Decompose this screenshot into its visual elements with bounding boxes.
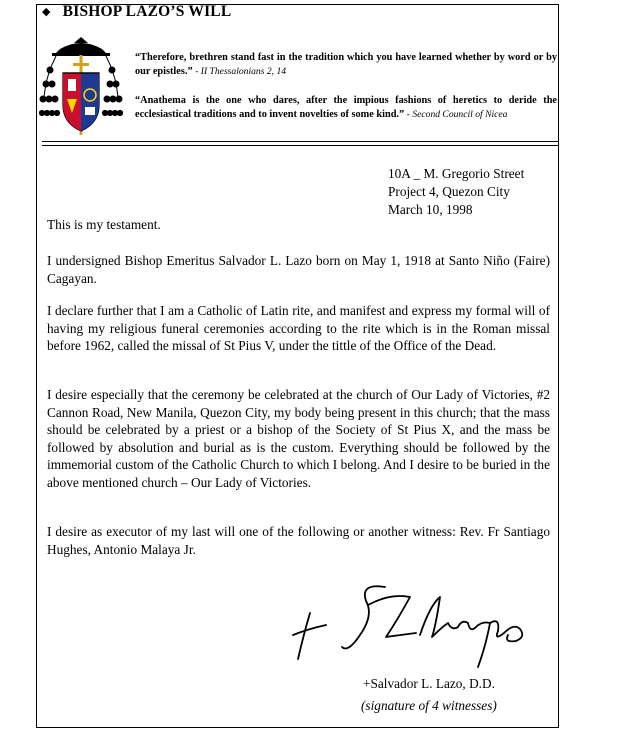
handwritten-signature (290, 575, 540, 675)
coat-of-arms-icon (38, 35, 124, 139)
diamond-bullet-icon: ◆ (42, 6, 51, 18)
witness-note: (signature of 4 witnesses) (361, 698, 497, 713)
header-divider (42, 145, 559, 146)
scripture-quote (135, 51, 557, 79)
quote-text: “Therefore, brethren stand fast in the tradition which you have learned whether by word or by our epistles.” (135, 52, 557, 77)
address-block (388, 165, 524, 219)
council-quote (135, 94, 557, 122)
paragraph: This is my testament. (47, 217, 161, 232)
address-street: 10A _ M. Gregorio Street (388, 166, 525, 181)
paragraph: I declare further that I am a Catholic of Latin rite, and manifest and express my formal will of having my religious funeral ceremonies according to the rite which is in the Roman missal before 1962, called the missal of St Pius V, under the tittle of the Office of the Dead. (47, 303, 550, 353)
quote-source: - II Thessalonians 2, 14 (195, 66, 287, 77)
header-divider (42, 141, 559, 142)
quote-text: “Anathema is the one who dares, after the impious fashions of heretics to deride the ecclesiastical traditions and to invent novelties of some kind.” (135, 95, 557, 120)
paragraph: I desire especially that the ceremony be celebrated at the church of Our Lady of Victories, #2 Cannon Road, New Manila, Quezon City, my body being present in this church; that the mass should be celebrated by a priest or a bishop of the Society of St Pius X, and the mass be followed by absolution and burial as is the custom. Everything should be followed by the immemorial custom of the Catholic Church to which I belong. And I desire to be buried in the above mentioned church – Our Lady of Victories. (47, 387, 550, 490)
quote-source: - Second Council of Nicea (406, 109, 508, 120)
paragraph: I desire as executor of my last will one of the following or another witness: Rev. Fr Santiago Hughes, Antonio Malaya Jr. (47, 524, 550, 557)
paragraph: I undersigned Bishop Emeritus Salvador L. Lazo born on May 1, 1918 at Santo Niño (Faire) Cagayan. (47, 253, 550, 286)
page-title (42, 3, 231, 21)
date: March 10, 1998 (388, 202, 473, 217)
address-city: Project 4, Quezon City (388, 184, 510, 199)
signatory-name: +Salvador L. Lazo, D.D. (363, 676, 495, 691)
title-text: BISHOP LAZO’S WILL (62, 3, 232, 20)
